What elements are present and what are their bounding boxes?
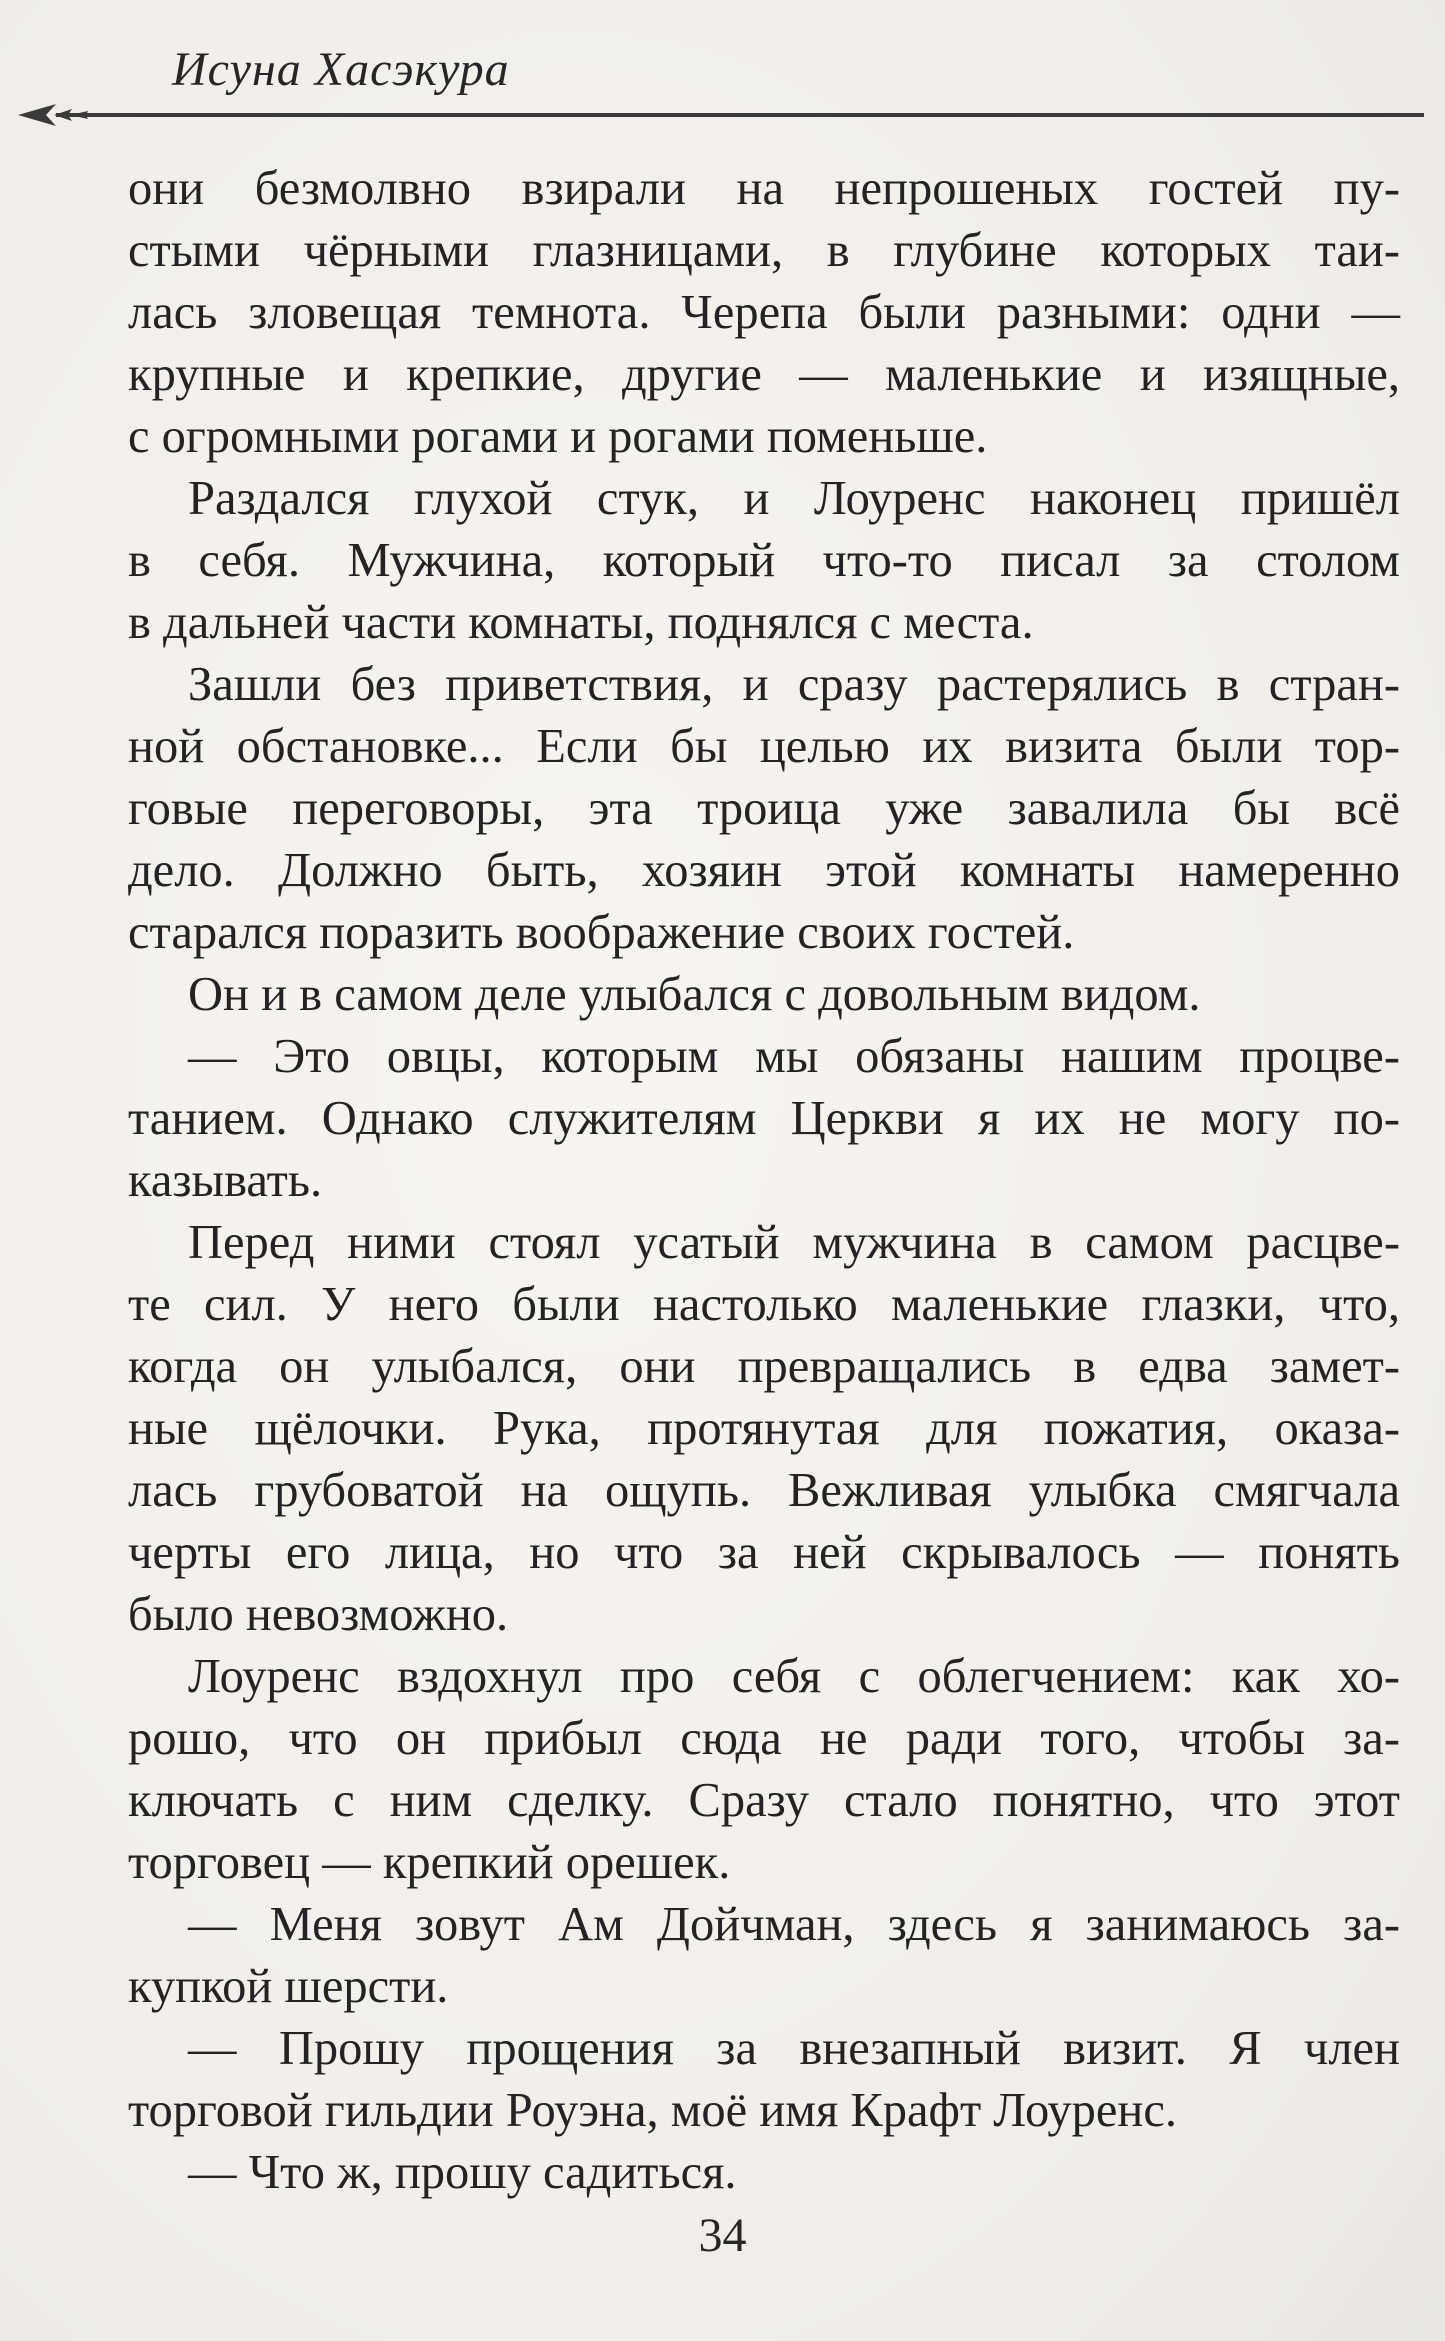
paragraph (128, 158, 1400, 468)
text-line: — Прошу прощения за внезапный визит. Я член (188, 2022, 1400, 2075)
running-head-author: Исуна Хасэкура (172, 43, 510, 96)
text-line: торговец — крепкий орешек. (128, 1836, 731, 1889)
body-text (128, 158, 1400, 2204)
text-line: рошо, что он прибыл сюда не ради того, чтобы за- (128, 1712, 1400, 1765)
paragraph (128, 1894, 1400, 2018)
paragraph (128, 654, 1400, 964)
text-line: купкой шерсти. (128, 1960, 449, 2013)
text-line: ключать с ним сделку. Сразу стало понятно, что этот (128, 1774, 1400, 1827)
paragraph (128, 1026, 1400, 1212)
text-line: — Что ж, прошу садиться. (188, 2146, 737, 2199)
text-line: танием. Однако служителям Церкви я их не могу по- (128, 1092, 1400, 1145)
paragraph (128, 2018, 1400, 2142)
text-line: Раздался глухой стук, и Лоуренс наконец пришёл (188, 472, 1400, 525)
text-line: старался поразить воображение своих гостей. (128, 906, 1075, 959)
text-line: крупные и крепкие, другие — маленькие и изящные, (128, 348, 1400, 401)
text-line: лась грубоватой на ощупь. Вежливая улыбка смягчала (128, 1464, 1400, 1517)
text-line: Перед ними стоял усатый мужчина в самом расцве- (188, 1216, 1400, 1269)
paragraph (128, 2142, 1400, 2204)
text-line: говые переговоры, эта троица уже завалила бы всё (128, 782, 1400, 835)
arrow-rule-ornament-icon (16, 100, 1426, 130)
text-line: ной обстановке... Если бы целью их визита были тор- (128, 720, 1400, 773)
text-line: Лоуренс вздохнул про себя с облегчением: как хо- (188, 1650, 1400, 1703)
paragraph (128, 468, 1400, 654)
text-line: с огромными рогами и рогами поменьше. (128, 410, 988, 463)
text-line: было невозможно. (128, 1588, 509, 1641)
text-line: те сил. У него были настолько маленькие глазки, что, (128, 1278, 1400, 1331)
text-line: ные щёлочки. Рука, протянутая для пожатия, оказа- (128, 1402, 1400, 1455)
text-line: лась зловещая темнота. Черепа были разными: одни — (128, 286, 1400, 339)
text-line: торговой гильдии Роуэна, моё имя Крафт Лоуренс. (128, 2084, 1178, 2137)
text-line: Зашли без приветствия, и сразу растерялись в стран- (188, 658, 1400, 711)
paragraph (128, 964, 1400, 1026)
paragraph (128, 1646, 1400, 1894)
text-line: Он и в самом деле улыбался с довольным видом. (188, 968, 1201, 1021)
text-line: стыми чёрными глазницами, в глубине которых таи- (128, 224, 1400, 277)
text-line: в дальней части комнаты, поднялся с места. (128, 596, 1034, 649)
text-line: они безмолвно взирали на непрошеных гостей пу- (128, 162, 1400, 215)
paragraph (128, 1212, 1400, 1646)
text-line: — Меня зовут Ам Дойчман, здесь я занимаюсь за- (188, 1898, 1400, 1951)
page-number: 34 (698, 2209, 747, 2262)
text-line: казывать. (128, 1154, 323, 1207)
text-line: в себя. Мужчина, который что-то писал за столом (128, 534, 1400, 587)
text-line: когда он улыбался, они превращались в едва замет- (128, 1340, 1400, 1393)
text-line: дело. Должно быть, хозяин этой комнаты намеренно (128, 844, 1400, 897)
text-line: черты его лица, но что за ней скрывалось — понять (128, 1526, 1400, 1579)
text-line: — Это овцы, которым мы обязаны нашим процве- (188, 1030, 1400, 1083)
